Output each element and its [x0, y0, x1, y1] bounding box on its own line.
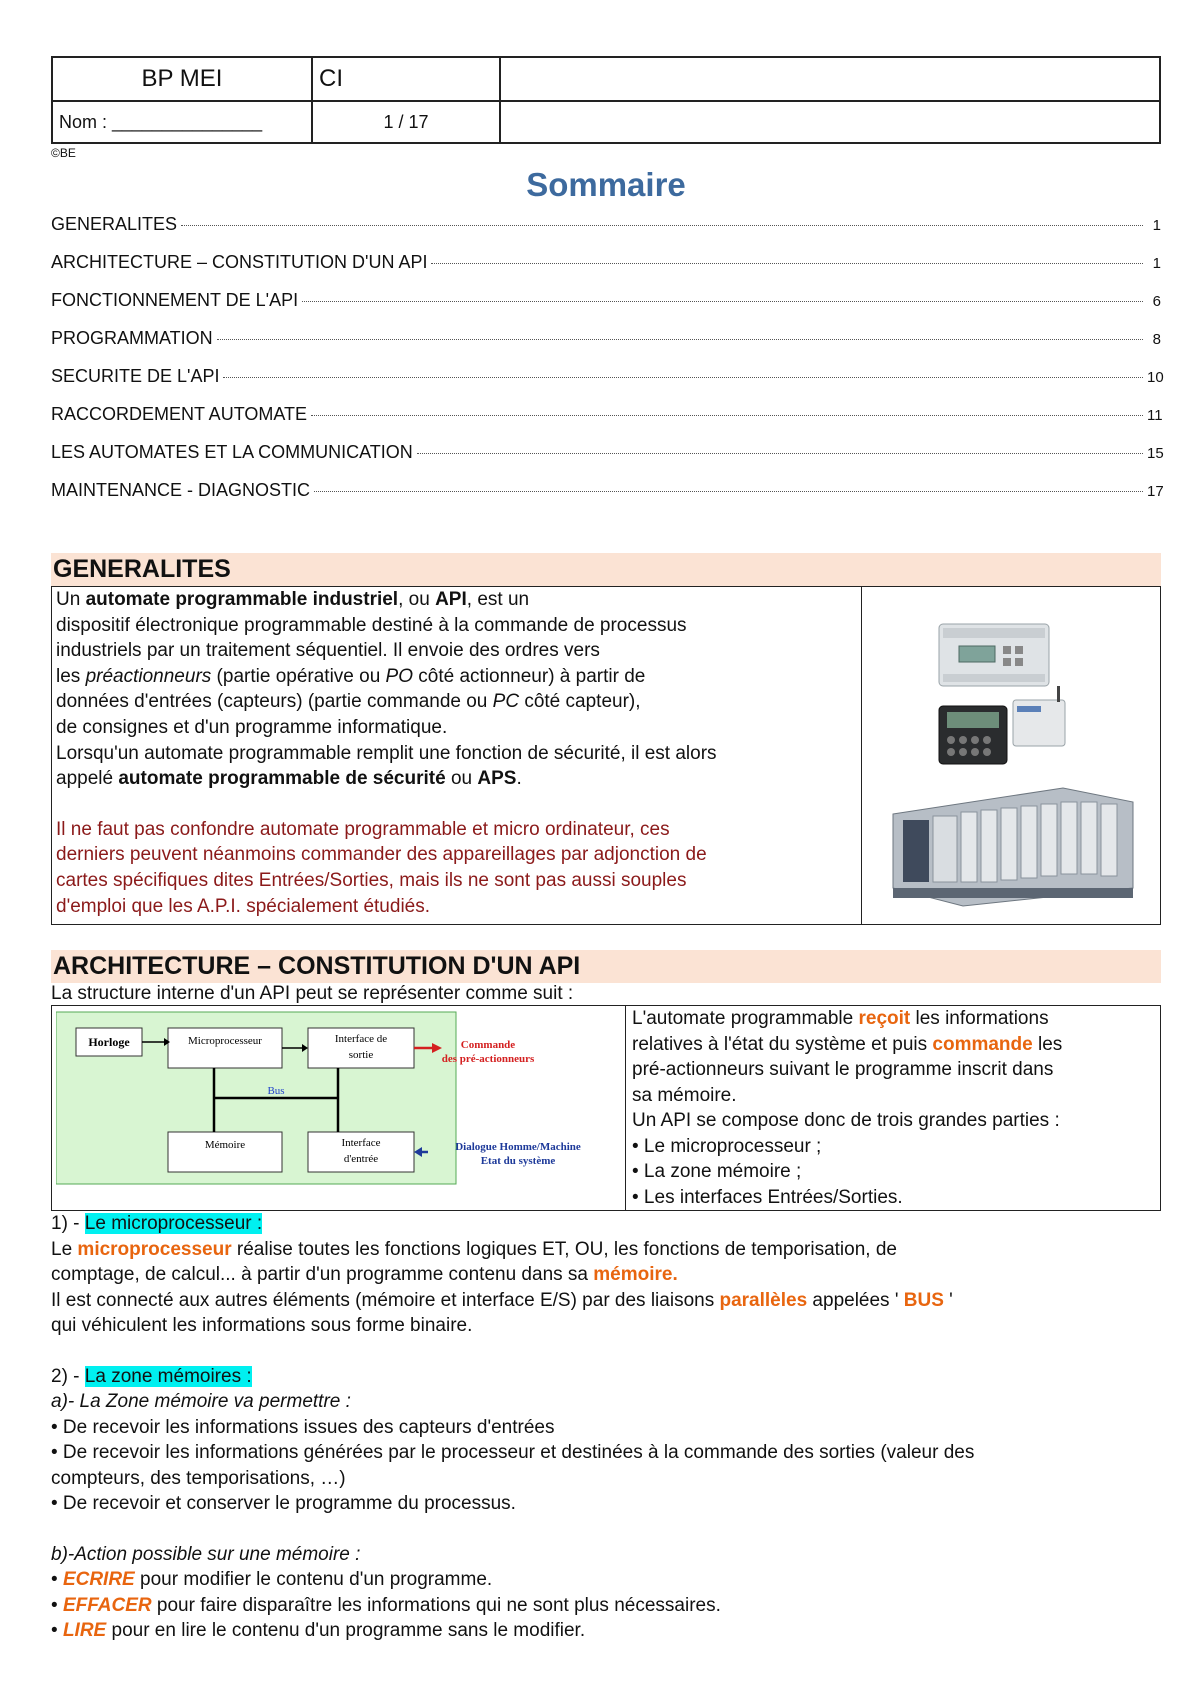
toc-item[interactable]: [51, 252, 1161, 290]
dialog-label-2: Etat du système: [480, 1155, 556, 1167]
toc-label: PROGRAMMATION: [51, 328, 213, 348]
toc-label: LES AUTOMATES ET LA COMMUNICATION: [51, 442, 413, 462]
warning-text: Il ne faut pas confondre automate programmable et micro ordinateur, ces derniers peuvent néanmoins commander des appareillages par adjonction de cartes spécifiques dites Entrées/Sorties, mais ils ne sont pas aussi souples d'emploi que les A.P.I. spécialement étudiés.: [56, 818, 707, 917]
summary-title: Sommaire: [526, 166, 686, 203]
dialog-label-1: Dialogue Homme/Machine: [455, 1141, 581, 1153]
architecture-intro: La structure interne d'un API peut se représenter comme suit :: [51, 983, 574, 1004]
toc-page: 17: [1147, 483, 1164, 500]
toc-label: MAINTENANCE - DIAGNOSTIC: [51, 480, 311, 500]
memory-box: [168, 1132, 282, 1172]
toc-label: GENERALITES: [51, 214, 178, 234]
compact-plc-icon: [939, 624, 1049, 686]
architecture-description: L'automate programmable reçoit les informations relatives à l'état du système et puis commande les pré-actionneurs suivant le programme inscrit dans sa mémoire. Un API se compose donc de trois grandes parties : • Le microprocesseur ; • La zone mémoire ; • Les interfaces Entrées/Sorties.: [626, 1006, 1161, 1211]
extra-cell: [500, 101, 1160, 143]
plc-devices-image: [863, 588, 1159, 918]
toc-item[interactable]: [51, 290, 1161, 328]
architecture-table: [51, 1005, 1161, 1211]
section-heading-generalites: GENERALITES: [51, 553, 1161, 586]
course-cell: BP MEI: [52, 57, 312, 101]
output-interface-label-1: Interface de: [334, 1033, 388, 1045]
toc-label: ARCHITECTURE – CONSTITUTION D'UN API: [51, 252, 428, 272]
code-cell: CI: [312, 57, 500, 101]
toc-page: 10: [1147, 369, 1164, 386]
toc-page: 1: [1152, 217, 1161, 234]
clock-label: Horloge: [88, 1035, 130, 1049]
toc-leader: [417, 453, 1143, 454]
toc-page: 15: [1147, 445, 1164, 462]
bus-label: Bus: [267, 1085, 285, 1097]
table-of-contents: [51, 214, 1164, 518]
input-interface-label-1: Interface: [341, 1137, 381, 1149]
toc-item[interactable]: [51, 480, 1164, 518]
toc-item[interactable]: [51, 442, 1164, 480]
title-cell: [500, 57, 1160, 101]
document-page: [51, 56, 1164, 1644]
toc-leader: [217, 339, 1143, 340]
memory-heading: La zone mémoires :: [84, 1365, 252, 1387]
toc-leader: [302, 301, 1143, 302]
toc-item[interactable]: [51, 404, 1161, 442]
microprocessor-section: 1) - Le microprocesseur : Le microprocesseur réalise toutes les fonctions logiques ET, OU, les fonctions de temporisation, de comptage, de calcul... à partir d'un programme contenu dans sa mémoire. Il est connecté aux autres éléments (mémoire et interface E/S) par des liaisons parallèles appelées ' BUS ' qui véhiculent les informations sous forme binaire.: [51, 1213, 953, 1336]
toc-page: 6: [1152, 293, 1161, 310]
toc-leader: [314, 491, 1143, 492]
architecture-diagram: [56, 1010, 611, 1188]
toc-label: RACCORDEMENT AUTOMATE: [51, 404, 308, 424]
modular-plc-rack-icon: [893, 788, 1133, 906]
toc-item[interactable]: [51, 328, 1161, 366]
memory-label: Mémoire: [204, 1139, 246, 1151]
toc-leader: [311, 415, 1143, 416]
toc-page: 11: [1147, 407, 1163, 424]
microprocessor-label: Microprocesseur: [188, 1035, 262, 1047]
microprocessor-box: [168, 1028, 282, 1068]
output-interface-label-2: sortie: [348, 1049, 374, 1061]
architecture-diagram-cell: [52, 1006, 626, 1211]
generalites-text: Un automate programmable industriel, ou API, est un dispositif électronique programmable destiné à la commande de processus industriels par un traitement séquentiel. Il envoie des ordres vers les préactionneurs (partie opérative ou PO côté actionneur) à partir de données d'entrées (capteurs) (partie commande ou PC côté capteur), de consignes et d'un programme informatique. Lorsqu'un automate programmable remplit une fonction de sécurité, il est alors appelé automate programmable de sécurité ou APS. Il ne faut pas confondre automate programmable et micro ordinateur, ces derniers peuvent néanmoins commander des appareillages par adjonction de cartes spécifiques dites Entrées/Sorties, mais ils ne sont pas aussi souples d'emploi que les A.P.I. spécialement étudiés.: [52, 587, 862, 925]
generalites-table: [51, 586, 1161, 925]
section-heading-architecture: ARCHITECTURE – CONSTITUTION D'UN API: [51, 950, 1161, 983]
header-table: [51, 56, 1161, 144]
hmi-panel-icon: [939, 706, 1007, 764]
toc-page: 1: [1152, 255, 1161, 272]
toc-leader: [431, 263, 1143, 264]
page-cell: 1 / 17: [312, 101, 500, 143]
input-interface-label-2: d'entrée: [343, 1153, 379, 1165]
copyright: ©BE: [51, 146, 76, 160]
toc-page: 8: [1152, 331, 1161, 348]
toc-leader: [181, 225, 1143, 226]
toc-item[interactable]: [51, 214, 1161, 252]
toc-item[interactable]: [51, 366, 1164, 404]
name-cell: Nom : _______________: [52, 101, 312, 143]
memory-section: 2) - La zone mémoires : a)- La Zone mémoire va permettre : • De recevoir les informations issues des capteurs d'entrées • De recevoir les informations générées par le processeur et destinées à la commande des sorties (valeur des compteurs, des temporisations, …) • De recevoir et conserver le programme du processus. b)-Action possible sur une mémoire : • ECRIRE pour modifier le contenu d'un programme. • EFFACER pour faire disparaître les informations qui ne sont plus nécessaires. • LIRE pour en lire le contenu d'un programme sans le modifier.: [51, 1365, 975, 1641]
command-label-2: des pré-actionneurs: [441, 1053, 535, 1065]
toc-label: FONCTIONNEMENT DE L'API: [51, 290, 299, 310]
command-label-1: Commande: [460, 1039, 516, 1051]
toc-label: SECURITE DE L'API: [51, 366, 220, 386]
modem-icon: [1013, 686, 1065, 746]
plc-photos: [862, 587, 1161, 925]
microprocessor-heading: Le microprocesseur :: [84, 1213, 263, 1234]
toc-leader: [223, 377, 1143, 378]
